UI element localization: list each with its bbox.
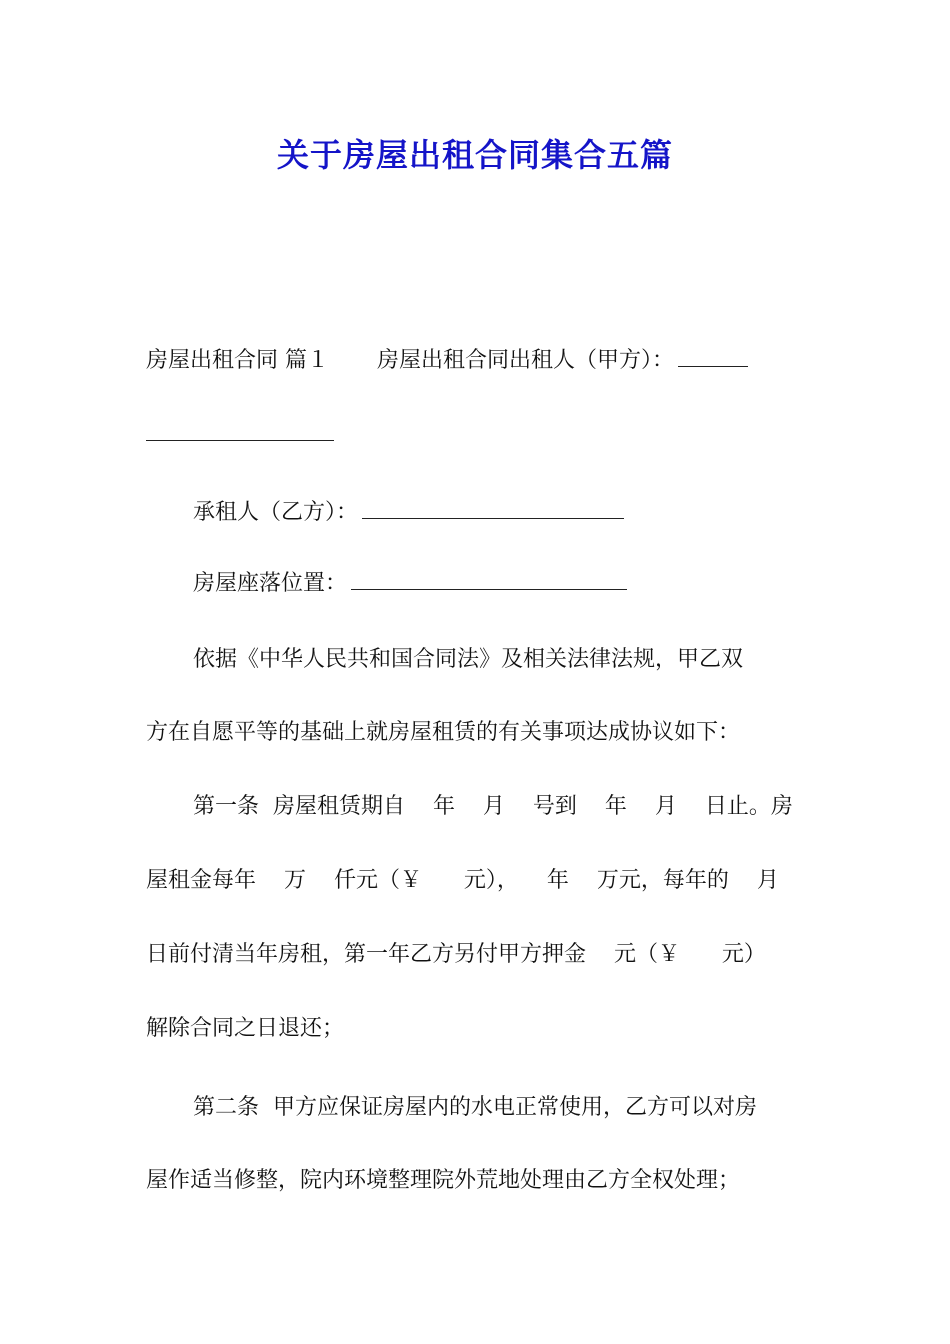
lessee-line bbox=[193, 496, 624, 528]
lessor-line bbox=[146, 344, 748, 376]
lessor-blank-1 bbox=[678, 344, 748, 367]
lessor-label: 房屋出租合同出租人（甲方）： bbox=[377, 348, 675, 373]
article-1-line-3: 日前付清当年房租，第一年乙方另付甲方押金 元（￥ 元） bbox=[146, 942, 766, 967]
lessor-blank-2 bbox=[146, 418, 334, 441]
lessee-blank bbox=[362, 496, 624, 519]
paragraph-basis-line-1: 依据《中华人民共和国合同法》及相关法律法规，甲乙双 bbox=[193, 647, 744, 672]
article-1-line-2: 屋租金每年 万 仟元（￥ 元）， 年 万元，每年的 月 bbox=[146, 868, 779, 893]
lessor-blank-line bbox=[146, 418, 334, 450]
article-2-line-1: 第二条 甲方应保证房屋内的水电正常使用，乙方可以对房 bbox=[193, 1095, 757, 1120]
article-2-line-2: 屋作适当修整，院内环境整理院外荒地处理由乙方全权处理； bbox=[146, 1168, 741, 1193]
location-blank bbox=[351, 567, 627, 590]
location-line bbox=[193, 567, 627, 599]
article-1-line-1: 第一条 房屋租赁期自 年 月 号到 年 月 日止。房 bbox=[193, 794, 793, 819]
document-title: 关于房屋出租合同集合五篇 bbox=[276, 136, 673, 174]
lessee-label: 承租人（乙方）： bbox=[193, 500, 359, 525]
paragraph-basis-line-2: 方在自愿平等的基础上就房屋租赁的有关事项达成协议如下： bbox=[146, 720, 741, 745]
article-1-line-4: 解除合同之日退还； bbox=[146, 1016, 345, 1041]
contract-heading: 房屋出租合同 篇１ bbox=[146, 348, 329, 373]
location-label: 房屋座落位置： bbox=[193, 571, 348, 596]
